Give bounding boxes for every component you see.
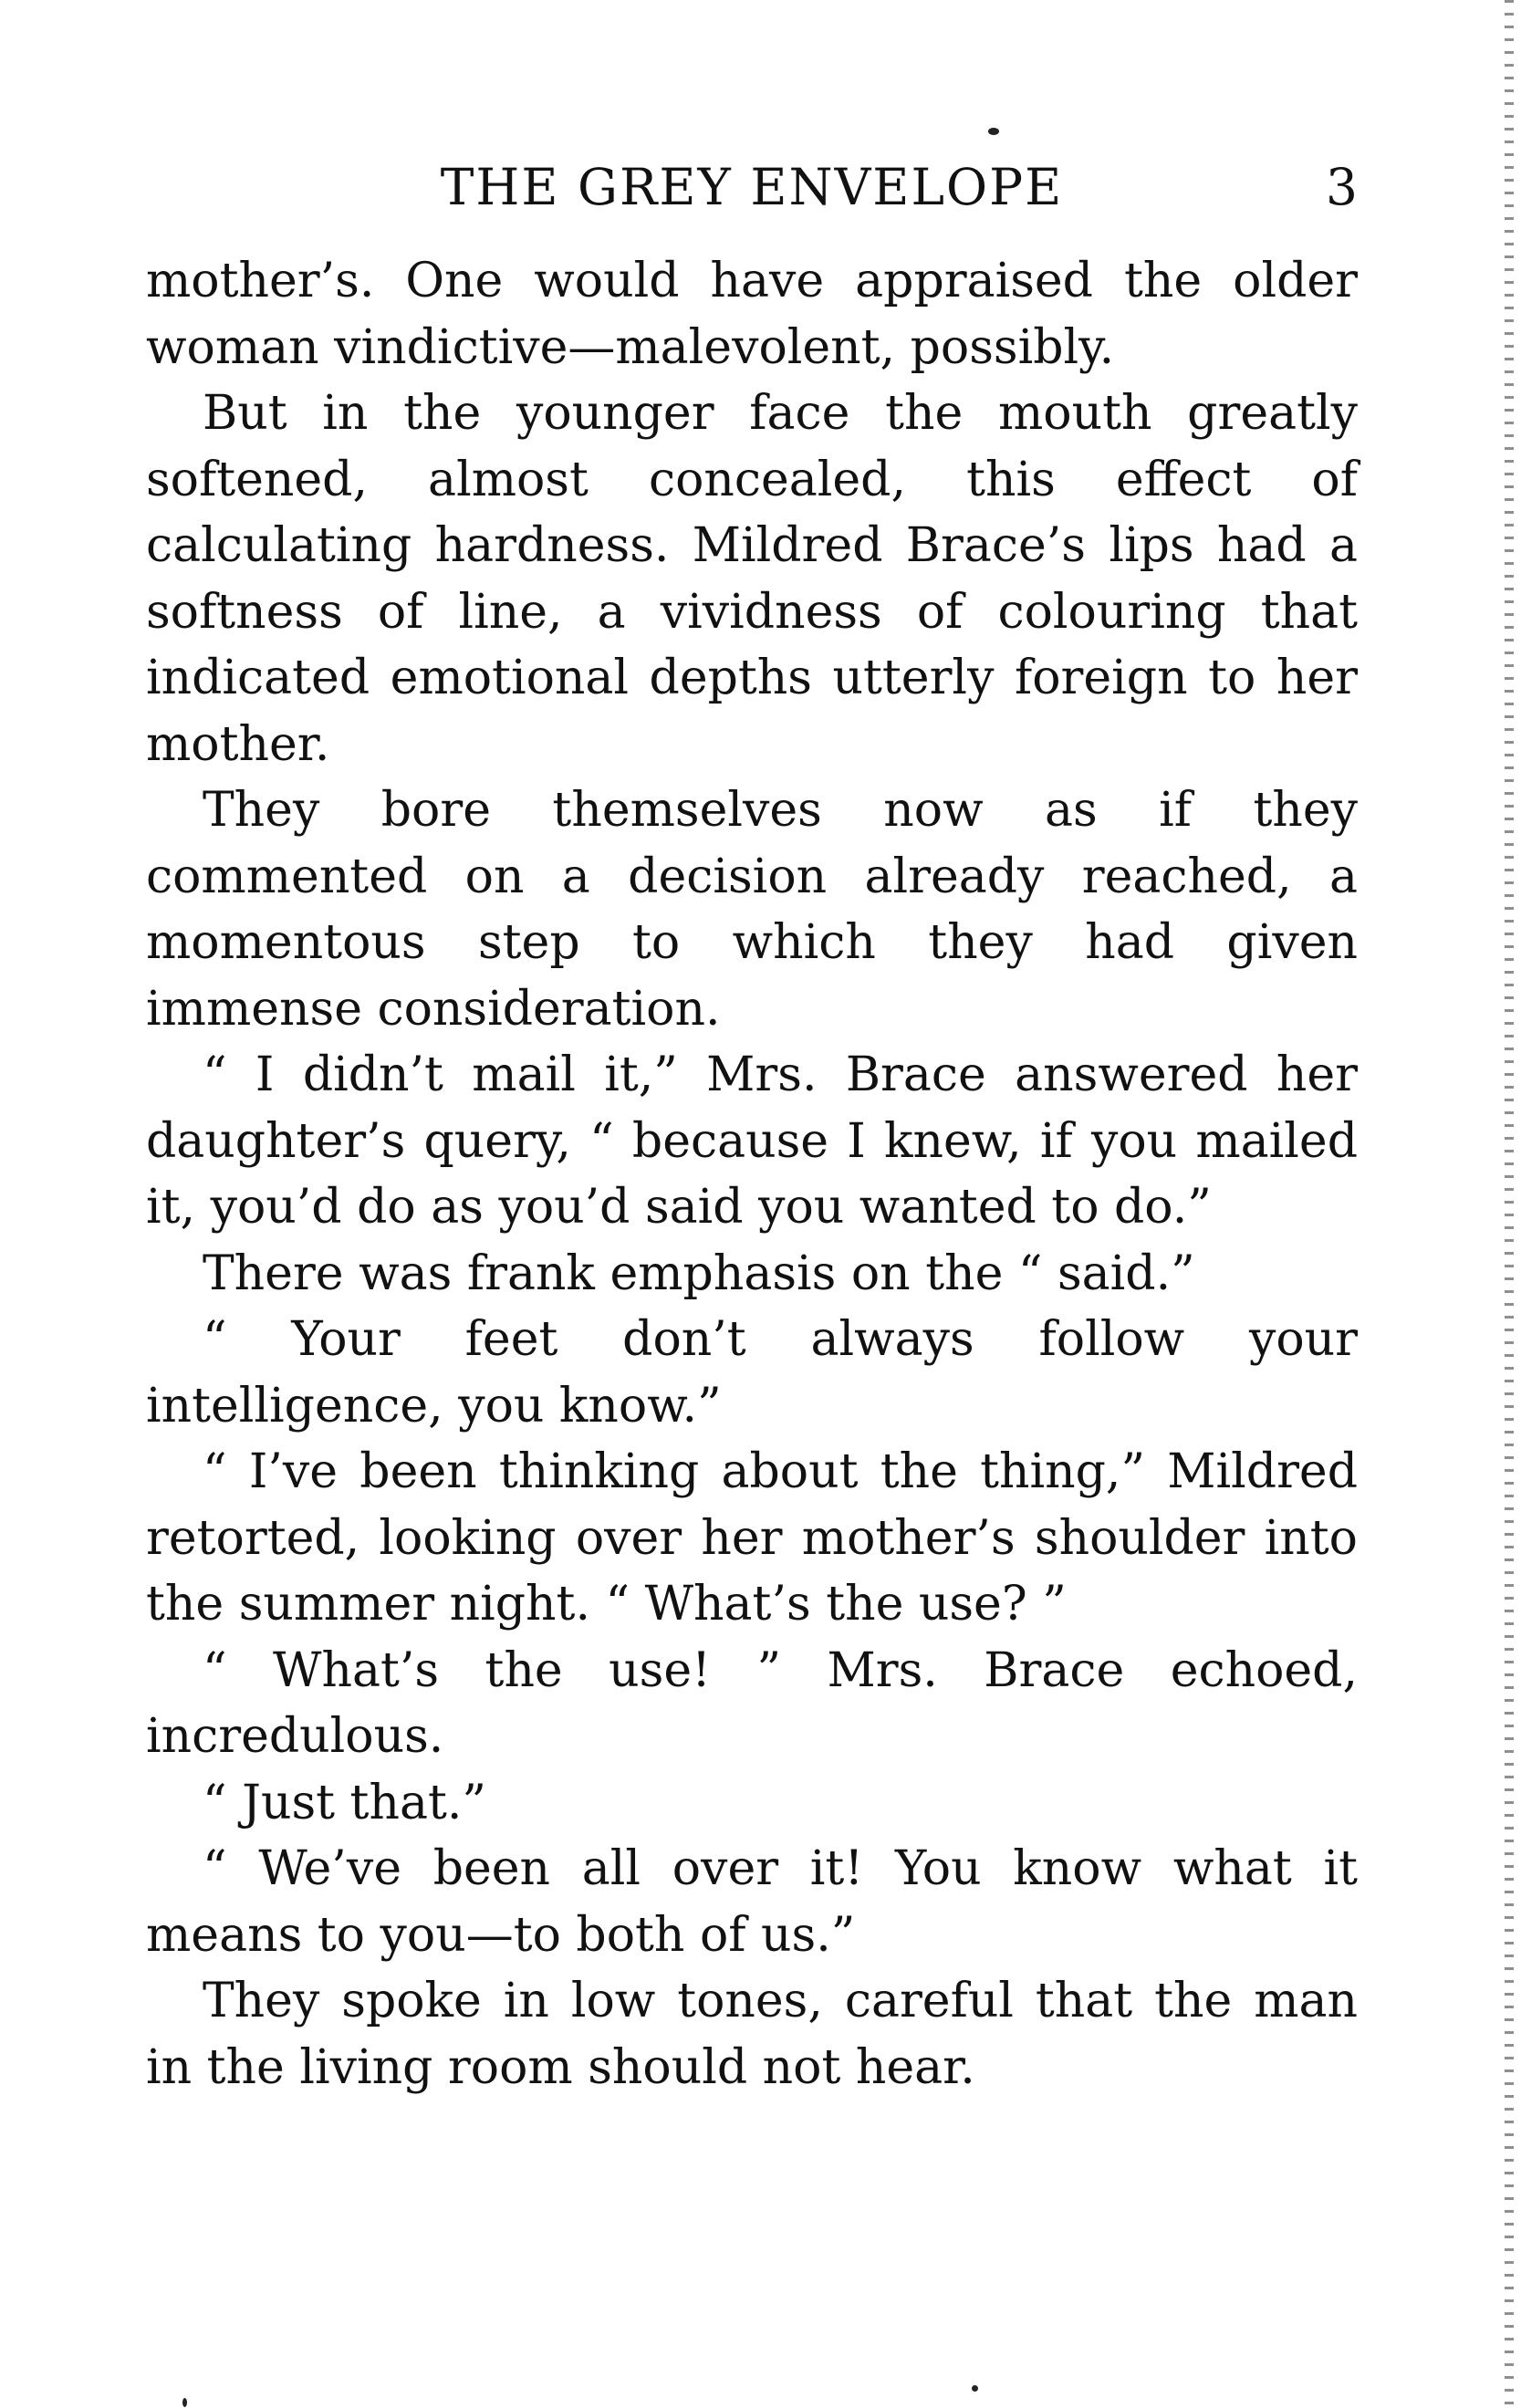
- paragraph: But in the younger face the mouth greatly softened, almost concealed, this effect of calculating hardness. Mildred Brace’s lips had a softness of line, a vividness of colouring that indicated emotional depths utterly foreign to her mother.: [146, 386, 1358, 772]
- paragraph: There was frank emphasis on the “ said.”: [203, 1246, 1195, 1301]
- page-number: 3: [1326, 158, 1358, 216]
- paragraph: They spoke in low tones, careful that the man in the living room should not hear.: [146, 1974, 1358, 2095]
- paragraph: “ What’s the use! ” Mrs. Brace echoed, incredulous.: [146, 1642, 1358, 1764]
- body-text: [146, 248, 1358, 2100]
- paragraph: “ I didn’t mail it,” Mrs. Brace answered her daughter’s query, “ because I knew, if you mailed it, you’d do as you’d said you wanted to do.”: [146, 1048, 1358, 1235]
- paragraph: “ I’ve been thinking about the thing,” Mildred retorted, looking over her mother’s shoulder into the summer night. “ What’s the use? ”: [146, 1444, 1358, 1631]
- ink-speck: [972, 2385, 978, 2392]
- paragraph: “ Your feet don’t always follow your intelligence, you know.”: [146, 1312, 1358, 1433]
- ink-speck: [988, 128, 999, 135]
- running-head: [146, 155, 1358, 219]
- paragraph: They bore themselves now as if they commented on a decision already reached, a momentous step to which they had given immense consideration.: [146, 783, 1358, 1037]
- running-title: THE GREY ENVELOPE: [440, 158, 1064, 216]
- paragraph: “ Just that.”: [203, 1775, 486, 1830]
- paragraph: “ We’ve been all over it! You know what it means to you—to both of us.”: [146, 1841, 1358, 1963]
- ink-speck: [182, 2398, 187, 2407]
- page-edge-binding-marks: [1505, 0, 1514, 2408]
- paragraph: mother’s. One would have appraised the older woman vindictive—malevolent, possibly.: [146, 254, 1358, 375]
